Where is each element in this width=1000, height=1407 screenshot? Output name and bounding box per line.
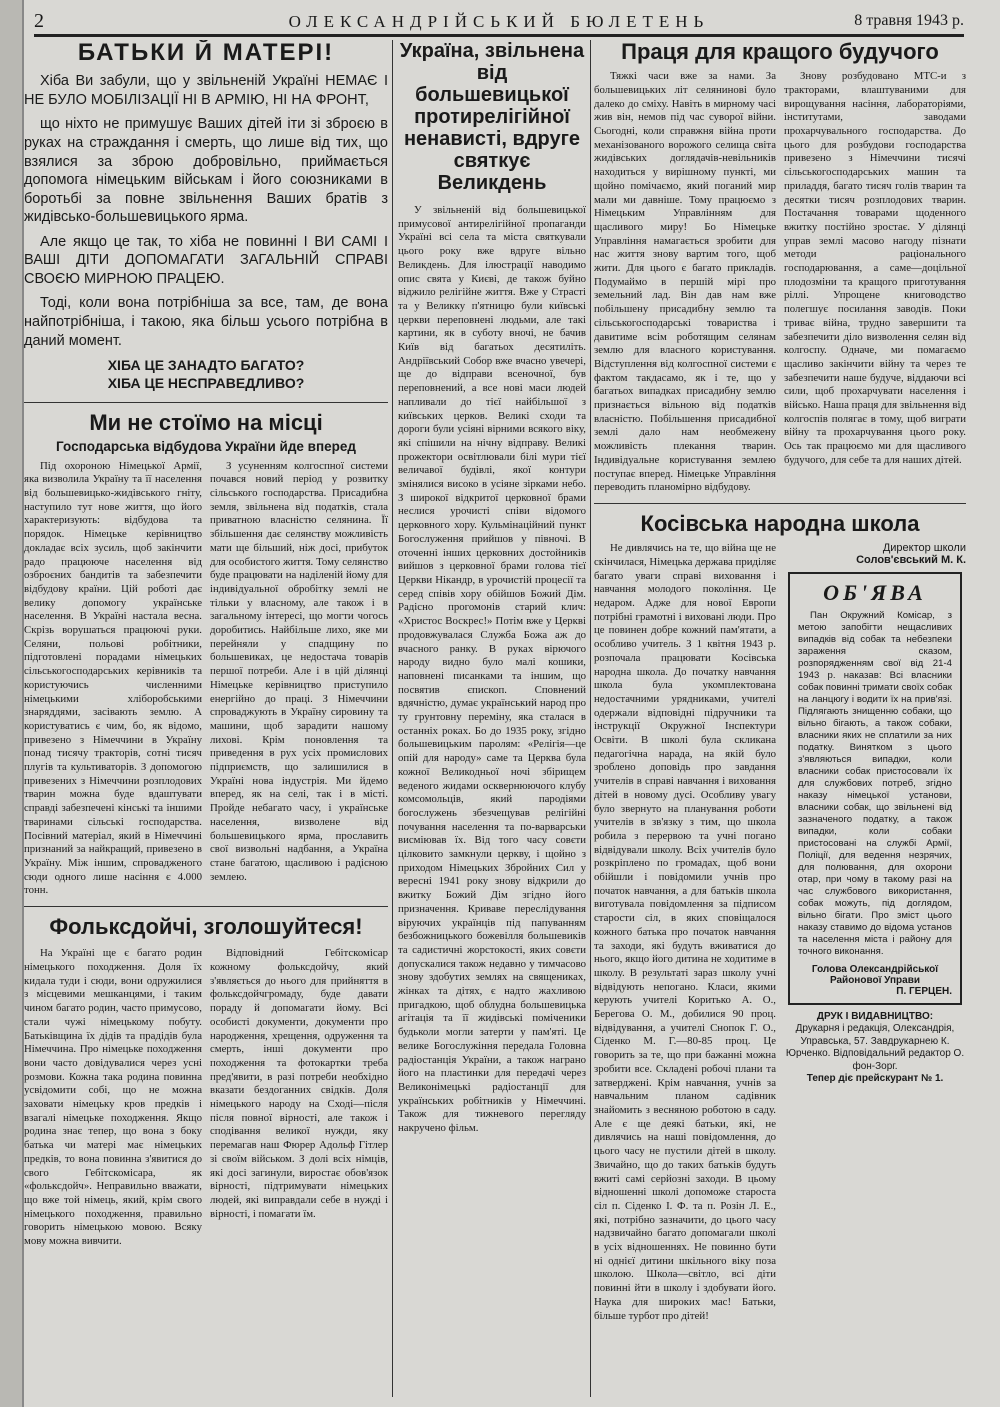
- article-title: Фольксдойчі, зголошуйтеся!: [49, 914, 363, 940]
- imprint: [784, 1011, 966, 1086]
- imprint-price: Тепер діє прейскурант № 1.: [806, 1073, 944, 1085]
- article-title: Ми не стоїмо на місці: [89, 410, 323, 436]
- notice-text: Пан Окружний Комісар, з метою запобігти нещасливих випадків від собак та небезпеки зараження сказом, розпорядженням свої від 21-4 1943 р. наказав: Всі власники собак повинні тримати своїх собак на ланцюгу і водити їх на прив'язі. Підлягають знищенню собаки, що вільно бігають, а також собаки, власники яких не сплатили за них податку. Винятком з цього з'являються випадки, коли власники собак пристосовали їх для службових потреб, згідно наказу німецької установи, власники собак, що звільнені від зазначеного податку, а також випадки, коли собаки пристосовані на службі Армії, Поліції, для ведення незрячих, для полювання, для охорони отар, при чому в такому разі на час службового використання, собак можуть, під доглядом, вільно бігати. Про зміст цього наказу ставимо до відома установ та населення міста і району для точного виконання.: [798, 610, 952, 957]
- notice-signature-role: Голова Олександрійської Районової Управи: [811, 963, 939, 986]
- article-text: Не дивлячись на те, що війна ще не скінчилася, Німецька держава приділяє багато уваги справі виховання і навчання молодого покоління. Це недаром. Адже для нової Европи потрібні грамотні і виховані люди. Про це повинен добре кожний пам'ятати, а особливо учитель. З 1 квітня 1943 р. розпочала працювати Косівська народна школа. До початку навчання школа була укомплектована недостачними урядниками, учителі одержали відповідні підручники та інструкції Окружної Інспектури Освіти. В школі була скликана педагогічна нарада, на якій було зроблено доповідь про завдання учителів в справі навчання і виховання дітей в новому дусі. Особливу увагу було звернуто на планування роботи учителів в зв'язку з тим, що школа робила з перервою та учні погано відвідували школу. Всіх учителів було розкріплено по громадах, щоб вони обійшли і повідомили учнів про початок навчання, а для батьків школа виготувала повідомлення за підписом старости сіл, в яких сповіщалося кожного батька про початок навчання та заходи, які будуть вживатися до нього, якщо його дитина не ходитиме в школу. В результаті зараз школу учні відвідують непогано. Класи, якими керують учителі Коритько А. О., Берегова О. М., добилися 90 проц. відвідування, а учителі Снопок Г. О., Сіденко М. Г.—80-85 проц. Це говорить за те, що при бажанні можна зробити все. Складені робочі плани та затверджені. Крім навчання, учнів за навчальним планом садівник знайомить з весняною роботою в саду. Але є ще деякі батьки, які, не дивлячись на наші повідомлення, до цього часу не пустили дітей в школу. Звичайно, що до таких батьків будуть вжиті самі серйозні заходи. В цьому відношенні школі допоможе староста сіл п. Сіденко І. Ф. та п. Розін Л. Е., які, потрібно зазначити, до цього часу надзвичайно багато допомагали школі в усіх відношеннях. Не повинно бути ні однієї дитини шкільного віку поза школою. Школа—світло, всі діти повинні йти в школу і здобувати його. Наука для широких мас! Батьки, більше турбот про дітей!: [594, 542, 776, 1322]
- article-volksdeutsche: [24, 915, 388, 1249]
- article-title: Косівська народна школа: [640, 510, 920, 536]
- column-middle: [398, 40, 586, 1401]
- article-work-future: [594, 40, 966, 495]
- article-title: Праця для кращого будучого: [621, 40, 939, 64]
- column-rule: [590, 40, 591, 1397]
- imprint-text: Друкарня і редакція, Олександрія, Управська, 57. Завдрукарнею К. Юрченко. Відповідальний редактор О. фон-Зорг.: [785, 1023, 965, 1072]
- signature-role: Директор школи: [882, 542, 966, 555]
- page-header: [34, 6, 964, 37]
- article-text: У звільненій від большевицької примусової антирелігійної пропаганди Україні всі села та міста святкували цього року вже вдруге вільно Великдень. Для ілюстрації наводимо опис свята у Києві, де також буйно віджило релігійне життя. Вже у Страсті та у Великку п'ятницю були київські церкви переповнені людьми, але такі картини, як в суботу вночі, не бачив Київ від багатьох десятиліть. Андріївський Собор вже вчасно увечері, ще до відправи всеночної, був переповнений, а все нові маси людей напливали до тієї найбільшої з київських церков. Великі сходи та дороги були усіяні вірними всякого віку, які спішили на нічну відправу. Великі прожектори освітлювали білі мури тієї величавої будівлі, якої контури змінялися високо в усіяне зірками небо. З широкої відкритої церковної брами неслися урочисті співи відомого церковного хору. Кульмінаційний пункт Богослуження прийшов у півночі. В оточенні інших церковних достойників вийшов з церковної брами голова тієї Церкви Нікандр, в урочистій процесії та серед співів хору обійшов Божий Дім. Радісно прогомонів старий клич: «Христос Воскрес!» Потім вже у Церкві продовжувалася Служба Божа аж до вчасного ранку. В руках вірючого народу видно було малі кошики, наповнені писанками та іншим, що посвятив єпископ. Сповнений вдячністю, думає український народ про ту грунтовну переміну, яка сталася в останніх роках. Бо до 1935 року, згідно большевицьким паролям: «Релігія—це опій для народу» саме та Церква була кожної Великодньої ночі збірищем веденого жидами осквернюючого клубу комсомольців, який пародіями богослужень збезчещував релігійні почування населення та по-варварськи висміював їх. Від того часу совєти цілковито замкнули церкву, і щойно з приходом Німецьких Збройних Сил у вересні 1941 року знову відкрили до вжитку Божий Дім згідно його призначення. Криваве переслідування віруючих українців під папуванням безбожницького божевілля большевиків та садистичні жорстокості, яких совєти допускалися також недавно у тимчасово знову здобутих землях на священиках, жінках та дітях, є надто жахливою пригадкою, щоб облудна большевицька агітація та її жидівські поміченики будьколи могли затерти у пам'яті. Це велике Богослужіння передала Головна радіостанція України, а також награно його на пластинки для передачі через Великонімецькі радіостанції для українських робітників у Німеччині. Також для тижневого перегляду накручено фільм.: [398, 204, 586, 1135]
- question-line: ХІБА ЦЕ ЗАНАДТО БАГАТО?: [107, 357, 305, 374]
- article-title: БАТЬКИ Й МАТЕРІ!: [77, 40, 335, 66]
- issue-date: 8 травня 1943 р.: [854, 12, 964, 29]
- article-text: Відповідний Гебітскомісар кожному фольксдойчу, який з'являється до нього для прийняття в фольксдойчгромаду, буде давати пораду й допомагати йому. Всі особисті документи, документи про народження, хрещення, одруження та смерть, інші документи про походження та фотокартки треба пред'явити, в разі потреби необхідно вказати бездоганних свідків. Доля німецького народу на Сході—після після повної вірності, але також і сподівання великої нужди, яку перемагав наш Фюрер Адольф Гітлер зі своїм військом. З долі всіх німців, які досі загинули, виростає обов'язок вірності, підтримувати німецьких людей, які виправдали себе в нужді і вірності, і помагати їм.: [210, 947, 388, 1220]
- article-subtitle: Господарська відбудова України йде вперед: [56, 438, 356, 454]
- column-right: [594, 40, 966, 1401]
- notice-signature-name: П. ГЕРЦЕН.: [896, 985, 952, 997]
- article-parents: [24, 40, 388, 392]
- article-text: Під охороною Німецької Армії, яка визволила Україну та її населення від большевицько-жидівського гніту, наступило тут нове життя, що його характеризують: відбудова та порядок. Німецьке керівництво докладає всіх зусиль, щоб закінчити радо працююче населення від озброєних бандитів та забезпечити відбудову країни. Цій роботі дає велику допомогу українське населення. В Україні настала весна. Скрізь ворушаться працюючі руки. Селяни, польові робітники, підготовлені порадами німецьких сільськогосподарських керівників та користуючись численними німецькими хліборобськими знаряддями, засівають землю. А користуватись є чим, бо, як відомо, привезено з Німеччини в Україну понад тисячу тракторів, сотні тисяч плугів та культиваторів. З допомогою привезених з Німеччини розплодових тварин можна буде вдаштувати справді забезпечені кінські та іншими тваринами сільські господарства. Посівний матеріал, який в Німеччині признаний за найкращий, привезено в Україну. Між іншим, спровадженого сюди одного лише насіння є 4.000 тонн.: [24, 459, 202, 897]
- question-line: ХІБА ЦЕ НЕСПРАВЕДЛИВО?: [107, 375, 305, 392]
- column-left: [24, 40, 388, 1401]
- article-not-standing-still: [24, 411, 388, 898]
- notice-title: ОБ'ЯВА: [823, 580, 927, 606]
- article-paragraph: Тоді, коли вона потрібніша за все, там, де вона найпотрібніша, і такою, яка більш усього потрібна в даний момент.: [24, 295, 388, 349]
- article-text: На Україні ще є багато родин німецького походження. Доля їх кидала туди і сюди, вони одружилися з місцевими мешканцями, і таким чином багато родин, часто примусово, стали чужі німецькому побуту. Батьківщина їх дідів та прадідів була Німеччина. Про німецьке походження вони часто довідувалися через усні розмови. Кожна така родина повинна усвідомити собі, що не можна заховати німецьку кров предків і взагалі німецьке походження. Якщо родина знає тепер, що вона з боку батька чи матері має німецьких предків, то вона повинна з'явитися до свого Гебітскомісара, як «фольксдойч». Неправильно вважати, що вже той німець, який, крім свого німецького походження, правильно говорить німецькою мовою. Всяку мову можна вивчити.: [24, 947, 202, 1248]
- article-paragraph: що ніхто не примушує Ваших дітей іти зі зброєю в руках на страждання і смерть, що лише від тих, що взялися за зброю добровільно, приймається допомога німецьким військам і його союзниками в боротьбі за повне звільнення Ваших братів з жидівсько-большевицького ярма.: [24, 116, 388, 226]
- newspaper-title: ОЛЕКСАНДРІЙСЬКИЙ БЮЛЕТЕНЬ: [288, 12, 710, 31]
- article-paragraph: Але якщо це так, то хіба не повинні І ВИ САМІ І ВАШІ ДІТИ ДОПОМАГАТИ ЗАГАЛЬНІЙ СПРАВІ СВОЄЮ МИРНОЮ ПРАЦЕЮ.: [24, 233, 388, 287]
- article-text: Знову розбудовано МТС-и з тракторами, влаштуваними для вирощування насіння, лабораторіями, інститутами, заводами прохарчувального господарства. До цього для розбудови господарства привезено з Німеччини тисячі сільськогосподарських машин та приладдя, багато тисяч голів тварин та десятки тисяч розплодових тварин. Постачання товарами щоденного вжитку постійно зростає. У ділянці управ землі масово нагоду пізнати методи раціонального господарювання, а саме—доцільної плодозміни та кращого приготування ріллі. Упрощене книговодство полегшує посилання заводів. Поки триває війна, трудно завершити та забезпечити діло визволення селян від колгоспу. Одначе, ми помагаємо щасливо закінчити війну та через те забезпечити наше будуче, віддаючи всі сили, щоб прохарчувати населення і військо. Наша праця для звільнення від колгоспів полягає в тому, щоб виграти війну та прохарчування цього року. Ось так працюємо ми для щасливого будучого, для себе та для наших дітей.: [784, 70, 966, 466]
- article-paragraph: Хіба Ви забули, що у звільненій Україні НЕМАЄ І НЕ БУЛО МОБІЛІЗАЦІЇ НІ В АРМІЮ, НІ НА ФРОНТ,: [24, 73, 388, 108]
- signature-name: Солов'євський М. К.: [856, 554, 966, 567]
- article-text: З усуненням колгоспної системи почався новий період у розвитку сільського господарства. Присадибна земля, звільнена від податків, стала приватною власністю селянина. Її збільшення дає селянству можливість мати ще більший, ніж досі, прибуток для особистого життя. Тому селянство буде працювати на наділеній йому для індивідуальної обробітку землі не тільки у власному, але також і в загальному інтересі, що могти чогось доробитись. Найбільше лихо, яке ми перейняли у спадщину по большевиках, це недостача товарів першої потреби. Але і в цій ділянці Німецьке керівництво приступило енергійно до праці. З Німеччини спроваджують в Україну сировину та машини, щоб зарадити нашому лихові. Крім поновлення та приведення в рух усіх промислових підприємств, що залишилися в Україні нова індустрія. Ми йдемо вперед, як на селі, так і в місті. Пройде небагато часу, і українське населення, визволене від большевицького ярма, прославить свої визвольні надбання, а Україна стане багатою, щасливою і радісною землею.: [210, 459, 388, 883]
- column-rule: [392, 40, 393, 1397]
- binding-strip: [0, 0, 24, 1407]
- notice-box: [788, 572, 962, 1005]
- page-number: 2: [34, 10, 44, 32]
- article-text: Тяжкі часи вже за нами. За большевицьких літ селянинові було далеко до сміху. Навіть в мирному часі жив він, немов під час суворої війни. Сьогодні, коли справжня війна проти механізованого ворожого селища світа жидівських доглядачів-невільників находиться у вирішному пункті, ми щойно помічаємо, який поганий мир мали ми давніше. Тому працюємо з Німецьким Управлінням для щасливого миру! Бо Німецьке Управління намагається зробити для нас життя знову вартим того, щоб жити. Для цього є багато прикладів. Подумаймо в першій мірі про земельний лад. Він дав нам вже побільшену присадибну землю та сільськогосподарські товариства і давитиме всім роботящим селянам землю для власного користування. Відступлення від колгоспної системи є фактом такдасамо, як і те, що у багатьох випадках присадибну землю признається вільною від податків власністю. Побільшення присадибної землі дало нам необмежену можливість плекання тварин. Індивідуальне користування землею поступає вперед. Німецьке Управління переводить планомірно відбудову.: [594, 70, 776, 494]
- article-title: Україна, звільнена від большевицької протирелігійної ненависті, вдруге святкує Великдень: [399, 40, 585, 194]
- imprint-title: ДРУК І ВИДАВНИЦТВО:: [816, 1010, 934, 1022]
- article-kosivka-school: [594, 512, 966, 1323]
